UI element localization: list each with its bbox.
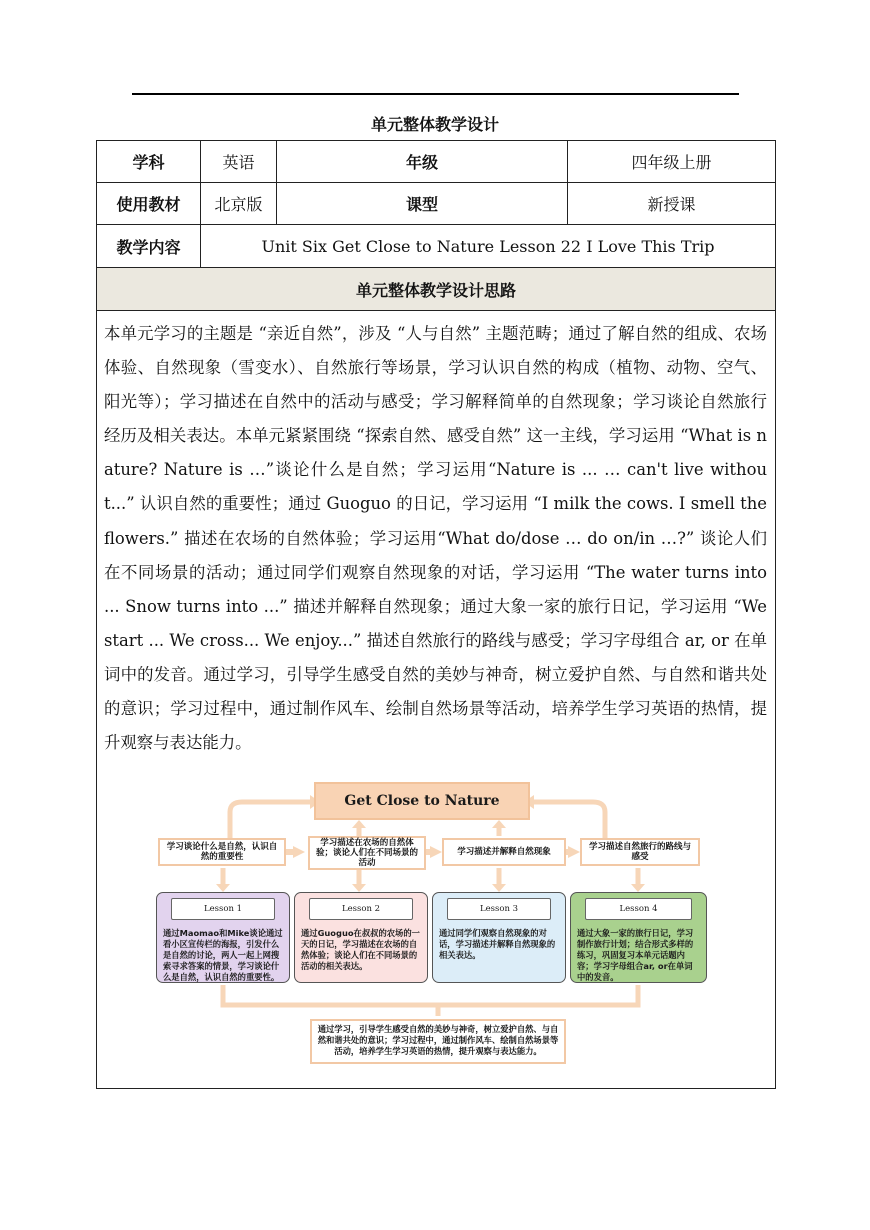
goal-box-1: 学习谈论什么是自然，认识自然的重要性: [158, 838, 286, 866]
grade-value: 四年级上册: [568, 141, 776, 183]
lesson-type-value: 新授课: [568, 183, 776, 225]
document-title: 单元整体教学设计: [370, 115, 499, 134]
lesson-title: Lesson 3: [447, 898, 551, 920]
design-header: 单元整体教学设计思路: [97, 268, 776, 311]
lesson-title: Lesson 2: [309, 898, 413, 920]
lesson-description: 通过Guoguo在叔叔的农场的一天的日记，学习描述在农场的自然体验；谈论人们在不同场景的活动的相关表达。: [301, 928, 420, 971]
lesson-description: 通过同学们观察自然现象的对话，学习描述并解释自然现象的相关表达。: [439, 928, 556, 960]
lesson-card-2: [294, 892, 428, 983]
lesson-description: 通过大象一家的旅行日记，学习制作旅行计划；结合形式多样的练习，巩固复习本单元话题内容；学习字母组合ar, or在单词中的发音。: [577, 928, 694, 982]
diagram-summary-box: 通过学习，引导学生感受自然的美妙与神奇，树立爱护自然、与自然和谐共处的意识；学习过程中，通过制作风车、绘制自然场景等活动，培养学生学习英语的热情，提升观察与表达能力。: [310, 1019, 566, 1064]
textbook-label: 使用教材: [97, 183, 201, 225]
goal-box-4: 学习描述自然旅行的路线与感受: [580, 838, 700, 866]
lesson-card-1: [156, 892, 290, 983]
design-paragraph: 本单元学习的主题是 “亲近自然”，涉及 “人与自然” 主题范畴；通过了解自然的组成、农场体验、自然现象（雪变水）、自然旅行等场景，学习认识自然的构成（植物、动物、空气、阳光等）；学习描述在自然中的活动与感受；学习解释简单的自然现象；学习谈论自然旅行经历及相关表达。本单元紧紧围绕 “探索自然、感受自然” 这一主线，学习运用 “What is nature? Nature is …”谈论什么是自然；学习运用“Nature is ... … can't live without...” 认识自然的重要性；通过 Guoguo 的日记，学习运用 “I milk the cows. I smell the flowers.” 描述在农场的自然体验；学习运用“What do/dose … do on/in …?” 谈论人们在不同场景的活动；通过同学们观察自然现象的对话，学习运用 “The water turns into ... Snow turns into ...” 描述并解释自然现象；通过大象一家的旅行日记，学习运用 “We start ... We cross... We enjoy...” 描述自然旅行的路线与感受；学习字母组合 ar, or 在单词中的发音。通过学习，引导学生感受自然的美妙与神奇，树立爱护自然、与自然和谐共处的意识；学习过程中，通过制作风车、绘制自然场景等活动，培养学生学习英语的热情，提升观察与表达能力。: [104, 324, 767, 753]
diagram-center-topic: Get Close to Nature: [314, 782, 530, 820]
goal-box-3: 学习描述并解释自然现象: [442, 838, 566, 866]
lesson-type-label: 课型: [277, 183, 568, 225]
subject-value: 英语: [201, 141, 277, 183]
content-value: Unit Six Get Close to Nature Lesson 22 I Love This Trip: [201, 225, 776, 268]
header-rule: [132, 93, 739, 95]
unit-structure-diagram: [150, 780, 730, 1070]
content-label: 教学内容: [97, 225, 201, 268]
lesson-title: Lesson 1: [171, 898, 275, 920]
goal-box-2: 学习描述在农场的自然体验；谈论人们在不同场景的活动: [308, 836, 426, 870]
lesson-description: 通过Maomao和Mike谈论通过看小区宣传栏的海报，引发什么是自然的讨论，两人一起上网搜索寻求答案的情景，学习谈论什么是自然，认识自然的重要性。: [163, 928, 283, 982]
lesson-card-4: [570, 892, 707, 983]
lesson-card-3: [432, 892, 566, 983]
subject-label: 学科: [97, 141, 201, 183]
textbook-value: 北京版: [201, 183, 277, 225]
lesson-title: Lesson 4: [585, 898, 692, 920]
grade-label: 年级: [277, 141, 568, 183]
